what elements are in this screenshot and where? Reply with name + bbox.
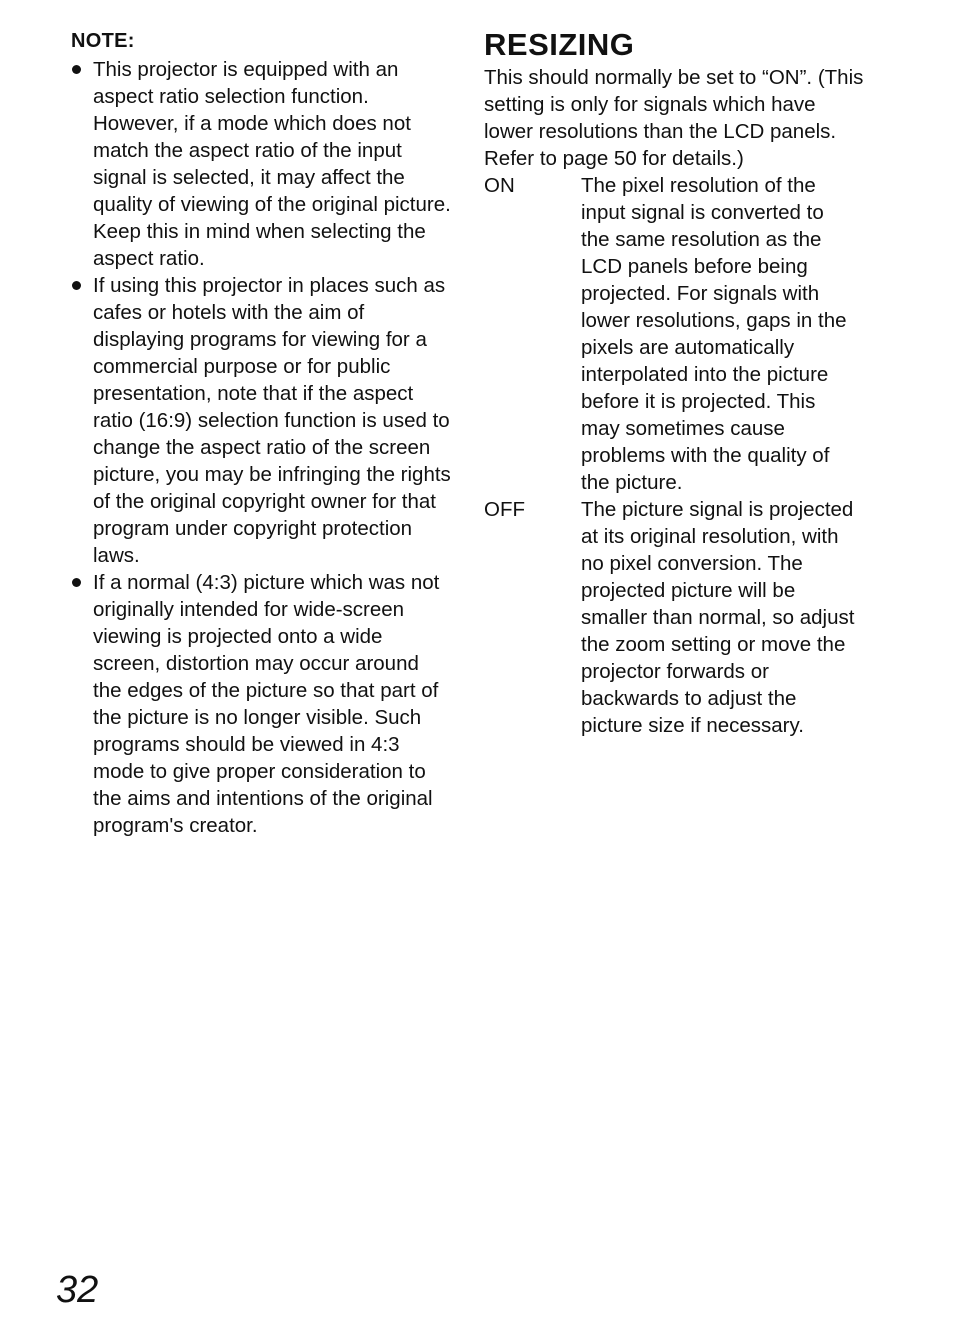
- note-item: [71, 272, 451, 569]
- bullet-icon: [72, 65, 81, 74]
- option-description: The picture signal is projected at its original resolution, with no pixel conversion. The projected picture will be smaller than normal, so adjust the zoom setting or move the projector forwards or backwards to adjust the picture size if necessary.: [581, 498, 855, 737]
- option-description: The pixel resolution of the input signal is converted to the same resolution as the LCD panels before being projected. For signals with lower resolutions, gaps in the pixels are automatically interpolated into the picture before it is projected. This may sometimes cause problems with the quality of the picture.: [581, 174, 847, 494]
- note-list: [71, 56, 451, 839]
- option-key: ON: [484, 174, 515, 197]
- note-item: [71, 56, 451, 272]
- option-row-off: [484, 496, 874, 739]
- bullet-icon: [72, 578, 81, 587]
- page-number: 32: [56, 1269, 99, 1311]
- note-item-text: This projector is equipped with an aspect ratio selection function. However, if a mode which does not match the aspect ratio of the input signal is selected, it may affect the quality of viewing of the original picture. Keep this in mind when selecting the aspect ratio.: [93, 58, 451, 270]
- section-title: RESIZING: [484, 27, 635, 62]
- bullet-icon: [72, 281, 81, 290]
- resizing-section: [484, 28, 874, 739]
- option-row-on: [484, 172, 874, 496]
- option-key: OFF: [484, 498, 525, 521]
- note-item-text: If a normal (4:3) picture which was not originally intended for wide-screen viewing is projected onto a wide screen, distortion may occur around the edges of the picture so that part of the picture is no longer visible. Such programs should be viewed in 4:3 mode to give proper consideration to the aims and intentions of the original program's creator.: [93, 571, 440, 837]
- note-item-text: If using this projector in places such as cafes or hotels with the aim of displaying programs for viewing for a commercial purpose or for public presentation, note that if the aspect ratio (16:9) selection function is used to change the aspect ratio of the screen picture, you may be infringing the rights of the original copyright owner for that program under copyright protection laws.: [93, 274, 451, 567]
- resizing-intro: This should normally be set to “ON”. (This setting is only for signals which have lower resolutions than the LCD panels. Refer to page 50 for details.): [484, 66, 864, 170]
- note-heading: NOTE:: [71, 30, 135, 52]
- note-section: [71, 30, 451, 839]
- note-item: [71, 569, 451, 839]
